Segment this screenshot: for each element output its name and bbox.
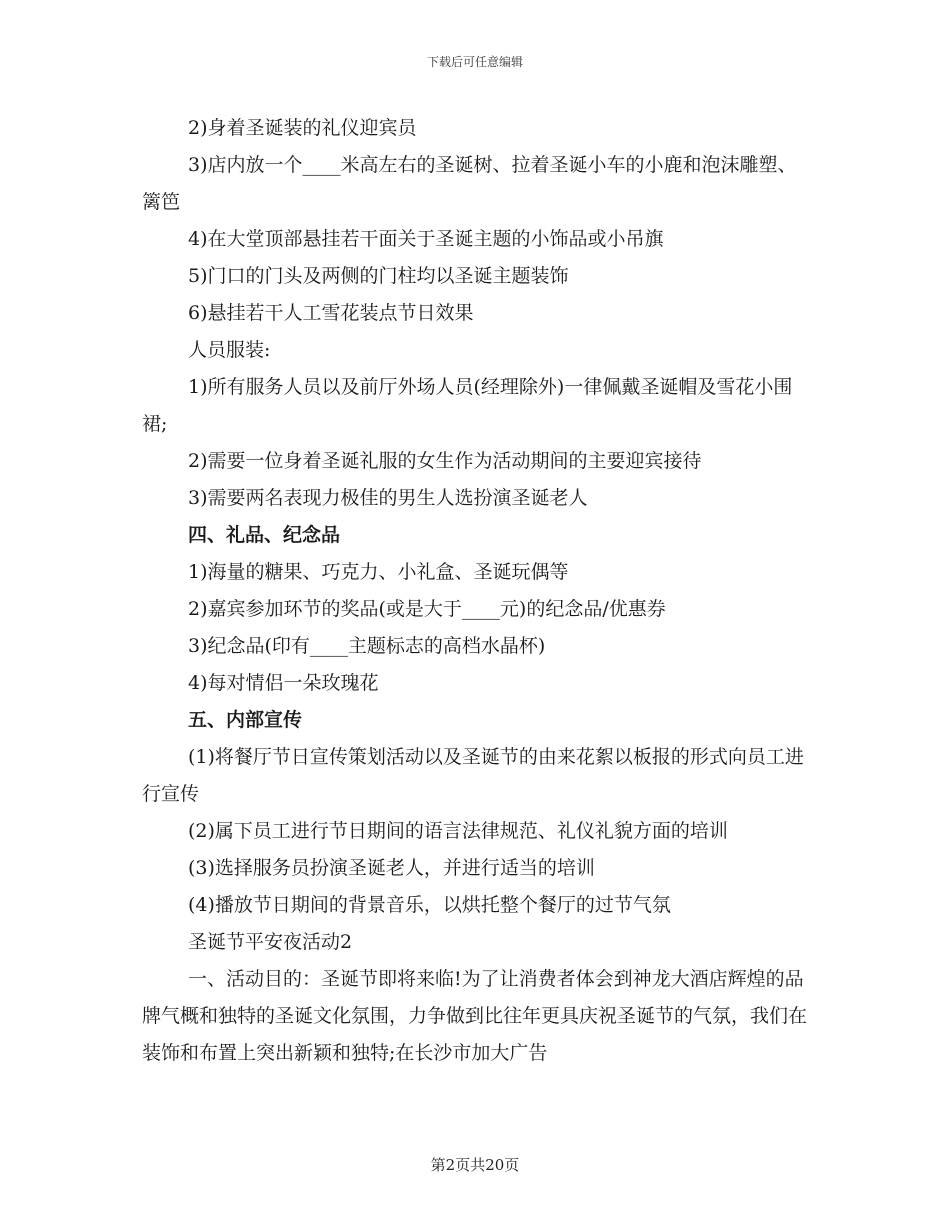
paragraph: 人员服装: [188, 339, 271, 361]
paragraph: 2)身着圣诞装的礼仪迎宾员 [188, 117, 417, 139]
paragraph: 3)需要两名表现力极佳的男生人选扮演圣诞老人 [188, 487, 588, 509]
paragraph: (4)播放节日期间的背景音乐，以烘托整个餐厅的过节气氛 [188, 894, 671, 916]
page-header: 下载后可任意编辑 [426, 55, 523, 69]
paragraph: 6)悬挂若干人工雪花装点节日效果 [188, 302, 474, 324]
paragraph: 4)在大堂顶部悬挂若干面关于圣诞主题的小饰品或小吊旗 [188, 228, 664, 250]
paragraph: 5)门口的门头及两侧的门柱均以圣诞主题装饰 [188, 265, 569, 287]
paragraph: 1)所有服务人员以及前厅外场人员(经理除外)一律佩戴圣诞帽及雪花小围裙; [142, 376, 793, 435]
paragraph: 一、活动目的：圣诞节即将来临!为了让消费者体会到神龙大酒店辉煌的品牌气概和独特的圣诞文化氛围，力争做到比往年更具庆祝圣诞节的气氛，我们在装饰和布置上突出新颖和独特;在长沙市加大广告 [142, 968, 808, 1064]
paragraph: (2)属下员工进行节日期间的语言法律规范、礼仪礼貌方面的培训 [188, 820, 728, 842]
paragraph: 2)嘉宾参加环节的奖品(或是大于____元)的纪念品/优惠券 [188, 598, 666, 620]
paragraph: 4)每对情侣一朵玫瑰花 [188, 672, 379, 694]
document-body [142, 110, 812, 1072]
paragraph: (1)将餐厅节日宣传策划活动以及圣诞节的由来花絮以板报的形式向员工进行宣传 [142, 746, 804, 805]
paragraph: 1)海量的糖果、巧克力、小礼盒、圣诞玩偶等 [188, 561, 569, 583]
page-footer: 第2页共20页 [430, 1156, 520, 1174]
paragraph: 3)纪念品(印有____主题标志的高档水晶杯) [188, 635, 546, 657]
paragraph: 3)店内放一个____米高左右的圣诞树、拉着圣诞小车的小鹿和泡沫雕塑、篱笆 [142, 154, 797, 213]
paragraph: 圣诞节平安夜活动2 [188, 931, 353, 953]
paragraph: (3)选择服务员扮演圣诞老人，并进行适当的培训 [188, 857, 595, 879]
paragraph: 2)需要一位身着圣诞礼服的女生作为活动期间的主要迎宾接待 [188, 450, 702, 472]
section-heading: 五、内部宣传 [188, 709, 303, 731]
section-heading: 四、礼品、纪念品 [188, 524, 341, 546]
